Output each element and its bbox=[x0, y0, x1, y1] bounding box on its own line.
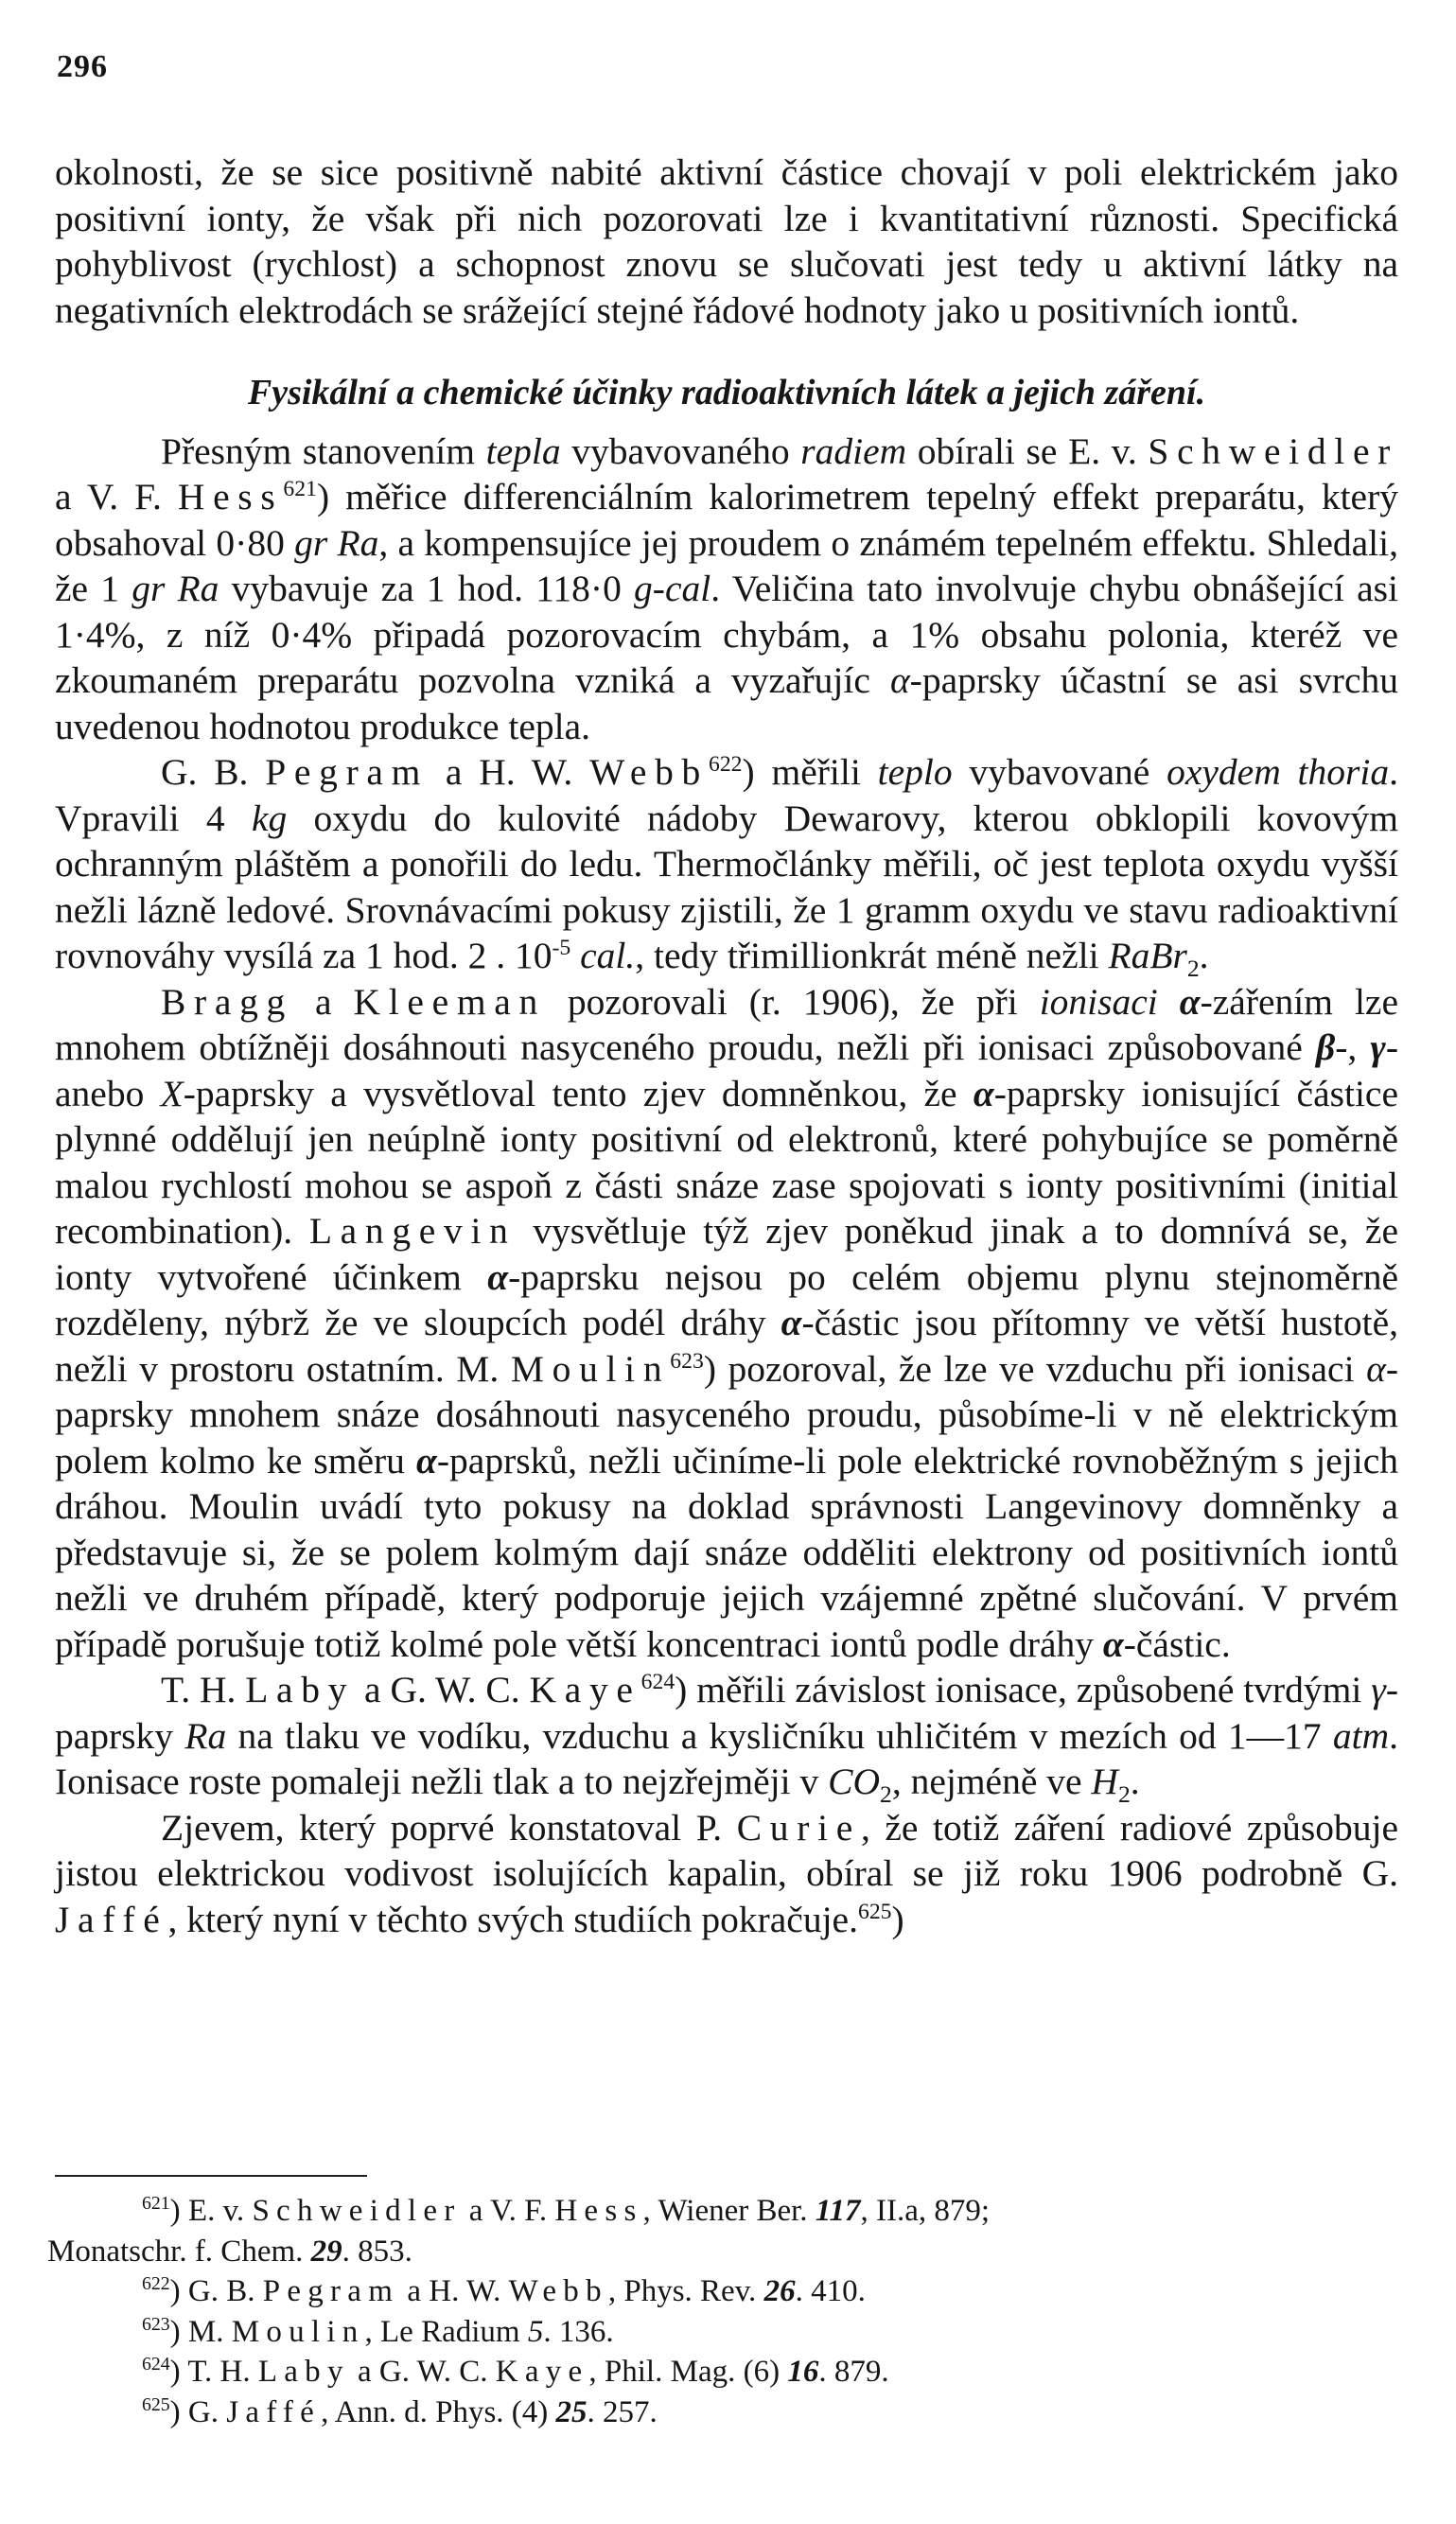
body-text bbox=[55, 149, 1398, 1942]
spaced-name: Webb bbox=[508, 2274, 608, 2308]
text-run bbox=[1158, 981, 1180, 1023]
text-run: -částic. bbox=[1123, 1622, 1231, 1665]
footnote-621-continuation bbox=[47, 2232, 1400, 2272]
italic-text: teplo bbox=[877, 751, 953, 793]
bold-italic-text: 25 bbox=[555, 2394, 588, 2429]
footnote-ref: 625 bbox=[142, 2393, 170, 2415]
spaced-name: Curie bbox=[736, 1806, 861, 1849]
spaced-name: Hess bbox=[554, 2194, 643, 2228]
text-run: na tlaku ve vodíku, vzduchu a kysličníku uhličitém v mezích od 1—17 bbox=[226, 1714, 1333, 1757]
text-run: a V. F. bbox=[461, 2194, 555, 2228]
text-run: oxydu do kulovité nádoby Dewarovy, kterou obklopili kovovým ochranným pláštěm a ponořili do ledu. Thermočlánky měřili, oč jest teplota oxydu vyšší nežli lázně ledové. Srovnávacími pokusy zjistili, že 1 gramm oxydu ve stavu radioaktivní rovnováhy vysílá za 1 hod. 2 . 10 bbox=[55, 797, 1398, 976]
subscript: 2 bbox=[1186, 954, 1200, 982]
text-run: , který nyní v těchto svých studiích pokračuje. bbox=[167, 1898, 858, 1940]
text-run: pozorovali (r. 1906), že při bbox=[545, 980, 1040, 1023]
italic-text: kg bbox=[251, 797, 288, 839]
section-heading: Fysikální a chemické účinky radioaktivních látek a jejich záření. bbox=[247, 373, 1206, 412]
text-run: - anebo bbox=[55, 1026, 1399, 1114]
italic-text: α bbox=[1366, 1347, 1386, 1390]
text-run: Přesným stanovením bbox=[161, 429, 486, 472]
page-number: 296 bbox=[57, 49, 108, 84]
text-run: ) měřili závislost ionisace, způsobené tvrdými bbox=[675, 1669, 1372, 1710]
text-run: vybavované bbox=[952, 751, 1167, 793]
text-run: -, bbox=[1335, 1026, 1371, 1068]
text-run: -paprsků, nežli učiníme-li pole elektrické rovnoběžným s jejich dráhou. Moulin uvádí tyto pokusy na doklad správnosti Langevinovy domněnky a představuje si, že se polem kolmým dají snáze odděliti elektrony od positivních iontů nežli ve druhém případě, který podporuje jejich vzájemné zpětné slučování. V prvém případě porušuje totiž kolmé pole větší koncentraci iontů podle dráhy bbox=[55, 1439, 1399, 1665]
italic-text: γ bbox=[1371, 1669, 1386, 1710]
text-run: ) T. H. bbox=[169, 2355, 258, 2389]
text-run: , II.a, 879; bbox=[860, 2194, 991, 2228]
footnote-ref: 621 bbox=[283, 476, 317, 501]
spaced-name: Laby bbox=[257, 2355, 350, 2389]
italic-text: radiem bbox=[800, 429, 907, 472]
text-run: , Ann. d. Phys. (4) bbox=[321, 2394, 556, 2429]
text-run: okolnosti, že se sice positivně nabité aktivní částice chovají v poli elektrickém jako positivní ionty, že však při nich pozorovati lze i kvantitativní různosti. Specifická pohyblivost (rychlost) a schopnost znovu se slučovati jest tedy u aktivní látky na negativních elektrodách se srážející stejné řádové hodnoty jako u positivních iontů. bbox=[55, 151, 1398, 331]
text-run: -paprsky účastní se asi svrchu uvedenou hodnotou produkce tepla. bbox=[55, 659, 1398, 747]
text-run: G. B. bbox=[161, 751, 266, 793]
text-run: ) G. B. bbox=[169, 2274, 263, 2308]
bold-italic-text: α bbox=[487, 1255, 509, 1298]
footnotes bbox=[47, 2191, 1400, 2432]
text-run: vybavuje za 1 hod. 118·0 bbox=[219, 568, 635, 609]
italic-text: gr Ra bbox=[132, 568, 219, 609]
subscript: 2 bbox=[1117, 1779, 1131, 1808]
italic-text: cal. bbox=[580, 935, 636, 976]
italic-text: ionisaci bbox=[1039, 980, 1158, 1023]
text-run: . 257. bbox=[587, 2394, 658, 2429]
text-run bbox=[570, 935, 580, 976]
paragraph-6 bbox=[55, 1805, 1398, 1943]
text-run: , Phys. Rev. bbox=[607, 2274, 764, 2308]
footnote-ref: 624 bbox=[640, 1669, 675, 1694]
footnote-624 bbox=[47, 2352, 1400, 2393]
text-run: . Ionisace roste pomaleji nežli tlak a to nejzřejměji v bbox=[55, 1714, 1398, 1802]
bold-italic-text: α bbox=[416, 1439, 437, 1481]
spaced-name: Moulin bbox=[510, 1347, 671, 1390]
spaced-name: Pegram bbox=[262, 2274, 400, 2308]
footnote-ref: 623 bbox=[670, 1348, 704, 1374]
bold-italic-text: α bbox=[1179, 980, 1201, 1023]
italic-text: tepla bbox=[485, 429, 561, 472]
footnote-625 bbox=[47, 2393, 1400, 2433]
text-run: -paprsky ionisující částice plynné oddělují jen neúplně ionty positivní od elektronů, které pohybujíce se poměrně malou rychlostí mohou se aspoň z části snáze zase spojovati s ionty positivními (initial recombination). bbox=[55, 1072, 1398, 1252]
text-run: , a kompensujíce jej proudem o známém tepelném effektu. Shledali, že 1 bbox=[55, 521, 1398, 609]
text-run: ) E. v. bbox=[169, 2194, 253, 2228]
text-run: . Veličina tato involvuje chybu obnášející asi 1·4%, z níž 0·4% připadá pozorovacím chybám, a 1% obsahu polonia, kteréž ve zkoumaném preparátu pozvolna vzniká a vyzařujíc bbox=[55, 568, 1398, 701]
text-run: a H. W. bbox=[399, 2274, 509, 2308]
bold-italic-text: 16 bbox=[787, 2355, 819, 2389]
text-run: a G. W. C. bbox=[355, 1669, 530, 1710]
italic-text: g-cal bbox=[634, 568, 711, 609]
text-run: . 853. bbox=[342, 2234, 412, 2269]
text-run: ) M. bbox=[169, 2314, 232, 2349]
italic-text: 5 bbox=[527, 2314, 544, 2349]
text-run: , Le Radium bbox=[364, 2314, 528, 2349]
spaced-name: Jaffé bbox=[55, 1898, 168, 1940]
footnote-ref: 622 bbox=[142, 2273, 170, 2294]
text-run: , že totiž záření radiové způsobuje jistou elektrickou vodivost isolujících kapalin, obíral se již roku 1906 podrobně G. bbox=[55, 1806, 1398, 1894]
text-run: ) měřili bbox=[742, 751, 878, 793]
text-run: T. H. bbox=[161, 1669, 246, 1710]
text-run: -paprsky bbox=[55, 1669, 1398, 1757]
spaced-name: Hess bbox=[177, 476, 284, 517]
spaced-name: Laby bbox=[245, 1669, 356, 1710]
text-run: , Phil. Mag. (6) bbox=[588, 2355, 788, 2389]
italic-text: RaBr bbox=[1108, 935, 1187, 976]
text-run: -paprsky mnohem snáze dosáhnouti nasyceného proudu, působíme-li v ně elektrickým polem kolmo ke směru bbox=[55, 1347, 1398, 1481]
italic-text: X bbox=[160, 1072, 184, 1114]
text-run: a H. W. bbox=[429, 751, 590, 793]
spaced-name: Langevin bbox=[308, 1210, 517, 1252]
bold-italic-text: α bbox=[1102, 1622, 1124, 1665]
footnote-ref: -5 bbox=[552, 935, 571, 960]
bold-italic-text: 117 bbox=[815, 2194, 861, 2228]
bold-italic-text: α bbox=[973, 1072, 994, 1114]
paragraph-3 bbox=[55, 749, 1398, 982]
text-run: Monatschr. f. Chem. bbox=[47, 2234, 311, 2269]
footnote-623 bbox=[47, 2312, 1400, 2353]
text-run: , nejméně ve bbox=[891, 1761, 1092, 1802]
text-run: ) pozoroval, že lze ve vzduchu při ionisaci bbox=[703, 1347, 1367, 1390]
footnote-621 bbox=[47, 2191, 1400, 2232]
italic-text: Ra bbox=[184, 1714, 227, 1757]
italic-text: H bbox=[1091, 1761, 1118, 1802]
italic-text: α bbox=[889, 659, 910, 701]
footnote-ref: 622 bbox=[708, 751, 743, 777]
bold-italic-text: 29 bbox=[310, 2234, 342, 2269]
paragraph-5 bbox=[55, 1667, 1398, 1808]
footnote-622 bbox=[47, 2271, 1400, 2312]
spaced-name: Kaye bbox=[495, 2355, 589, 2389]
italic-text: CO bbox=[828, 1761, 880, 1802]
italic-text: gr Ra bbox=[294, 521, 379, 564]
text-run: . 136. bbox=[543, 2314, 614, 2349]
bold-italic-text: γ bbox=[1370, 1026, 1386, 1068]
spaced-name: Moulin bbox=[231, 2314, 365, 2349]
text-run: . bbox=[1130, 1761, 1140, 1802]
spaced-name: Kleeman bbox=[353, 980, 546, 1023]
text-run: ) měřice differenciálním kalorimetrem tepelný effekt preparátu, který obsahoval 0·80 bbox=[55, 476, 1398, 564]
text-run: -zářením lze mnohem obtížněji dosáhnouti nasyceného proudu, nežli při ionisaci způsobované bbox=[55, 980, 1398, 1068]
text-run: -částic jsou přítomny ve větší hustotě, nežli v prostoru ostatním. M. bbox=[55, 1302, 1398, 1390]
text-run: a V. F. bbox=[55, 476, 178, 517]
text-run: obírali se E. v. bbox=[906, 429, 1149, 472]
text-run: . bbox=[1199, 935, 1209, 976]
paragraph-4 bbox=[55, 979, 1398, 1668]
text-run: , tedy třimillionkrát méně nežli bbox=[635, 935, 1109, 976]
spaced-name: Bragg bbox=[161, 980, 293, 1023]
spaced-name: Jaffé bbox=[226, 2394, 322, 2429]
text-run: -paprsky a vysvětloval tento zjev domněnkou, že bbox=[183, 1072, 974, 1114]
paragraph-2 bbox=[55, 429, 1398, 750]
text-run: . Vpravili 4 bbox=[55, 751, 1398, 839]
text-run: a bbox=[292, 980, 354, 1023]
text-run: ) G. bbox=[169, 2394, 227, 2429]
italic-text: atm bbox=[1332, 1714, 1390, 1757]
text-run: vysvětluje týž zjev poněkud jinak a to domnívá se, že ionty vytvořené účinkem bbox=[55, 1210, 1398, 1298]
bold-italic-text: 26 bbox=[763, 2274, 796, 2308]
footnote-divider bbox=[55, 2175, 367, 2177]
spaced-name: Kaye bbox=[529, 1669, 641, 1710]
text-run: . 410. bbox=[795, 2274, 866, 2308]
text-run: vybavovaného bbox=[560, 429, 801, 472]
text-run: , Wiener Ber. bbox=[642, 2194, 816, 2228]
paragraph-1 bbox=[55, 149, 1398, 333]
text-run: ) bbox=[891, 1898, 904, 1940]
bold-italic-text: α bbox=[781, 1302, 802, 1343]
text-run: Zjevem, který poprvé konstatoval P. bbox=[161, 1806, 737, 1849]
text-run: a G. W. C. bbox=[349, 2355, 496, 2389]
spaced-name: Schweidler bbox=[1148, 429, 1399, 472]
subscript: 2 bbox=[880, 1779, 892, 1808]
footnote-ref: 621 bbox=[142, 2193, 170, 2214]
footnote-ref: 625 bbox=[857, 1899, 892, 1924]
spaced-name: Pegram bbox=[265, 751, 430, 793]
italic-text: oxydem thoria bbox=[1167, 751, 1390, 793]
bold-italic-text: β bbox=[1315, 1026, 1336, 1068]
text-run: . 879. bbox=[818, 2355, 889, 2389]
spaced-name: Schweidler bbox=[252, 2194, 462, 2228]
spaced-name: Webb bbox=[589, 751, 709, 793]
footnote-ref: 623 bbox=[142, 2313, 170, 2335]
text-run: -paprsku nejsou po celém objemu plynu stejnoměrně rozděleny, nýbrž že ve sloupcích podél dráhy bbox=[55, 1255, 1399, 1343]
footnote-ref: 624 bbox=[142, 2354, 170, 2375]
